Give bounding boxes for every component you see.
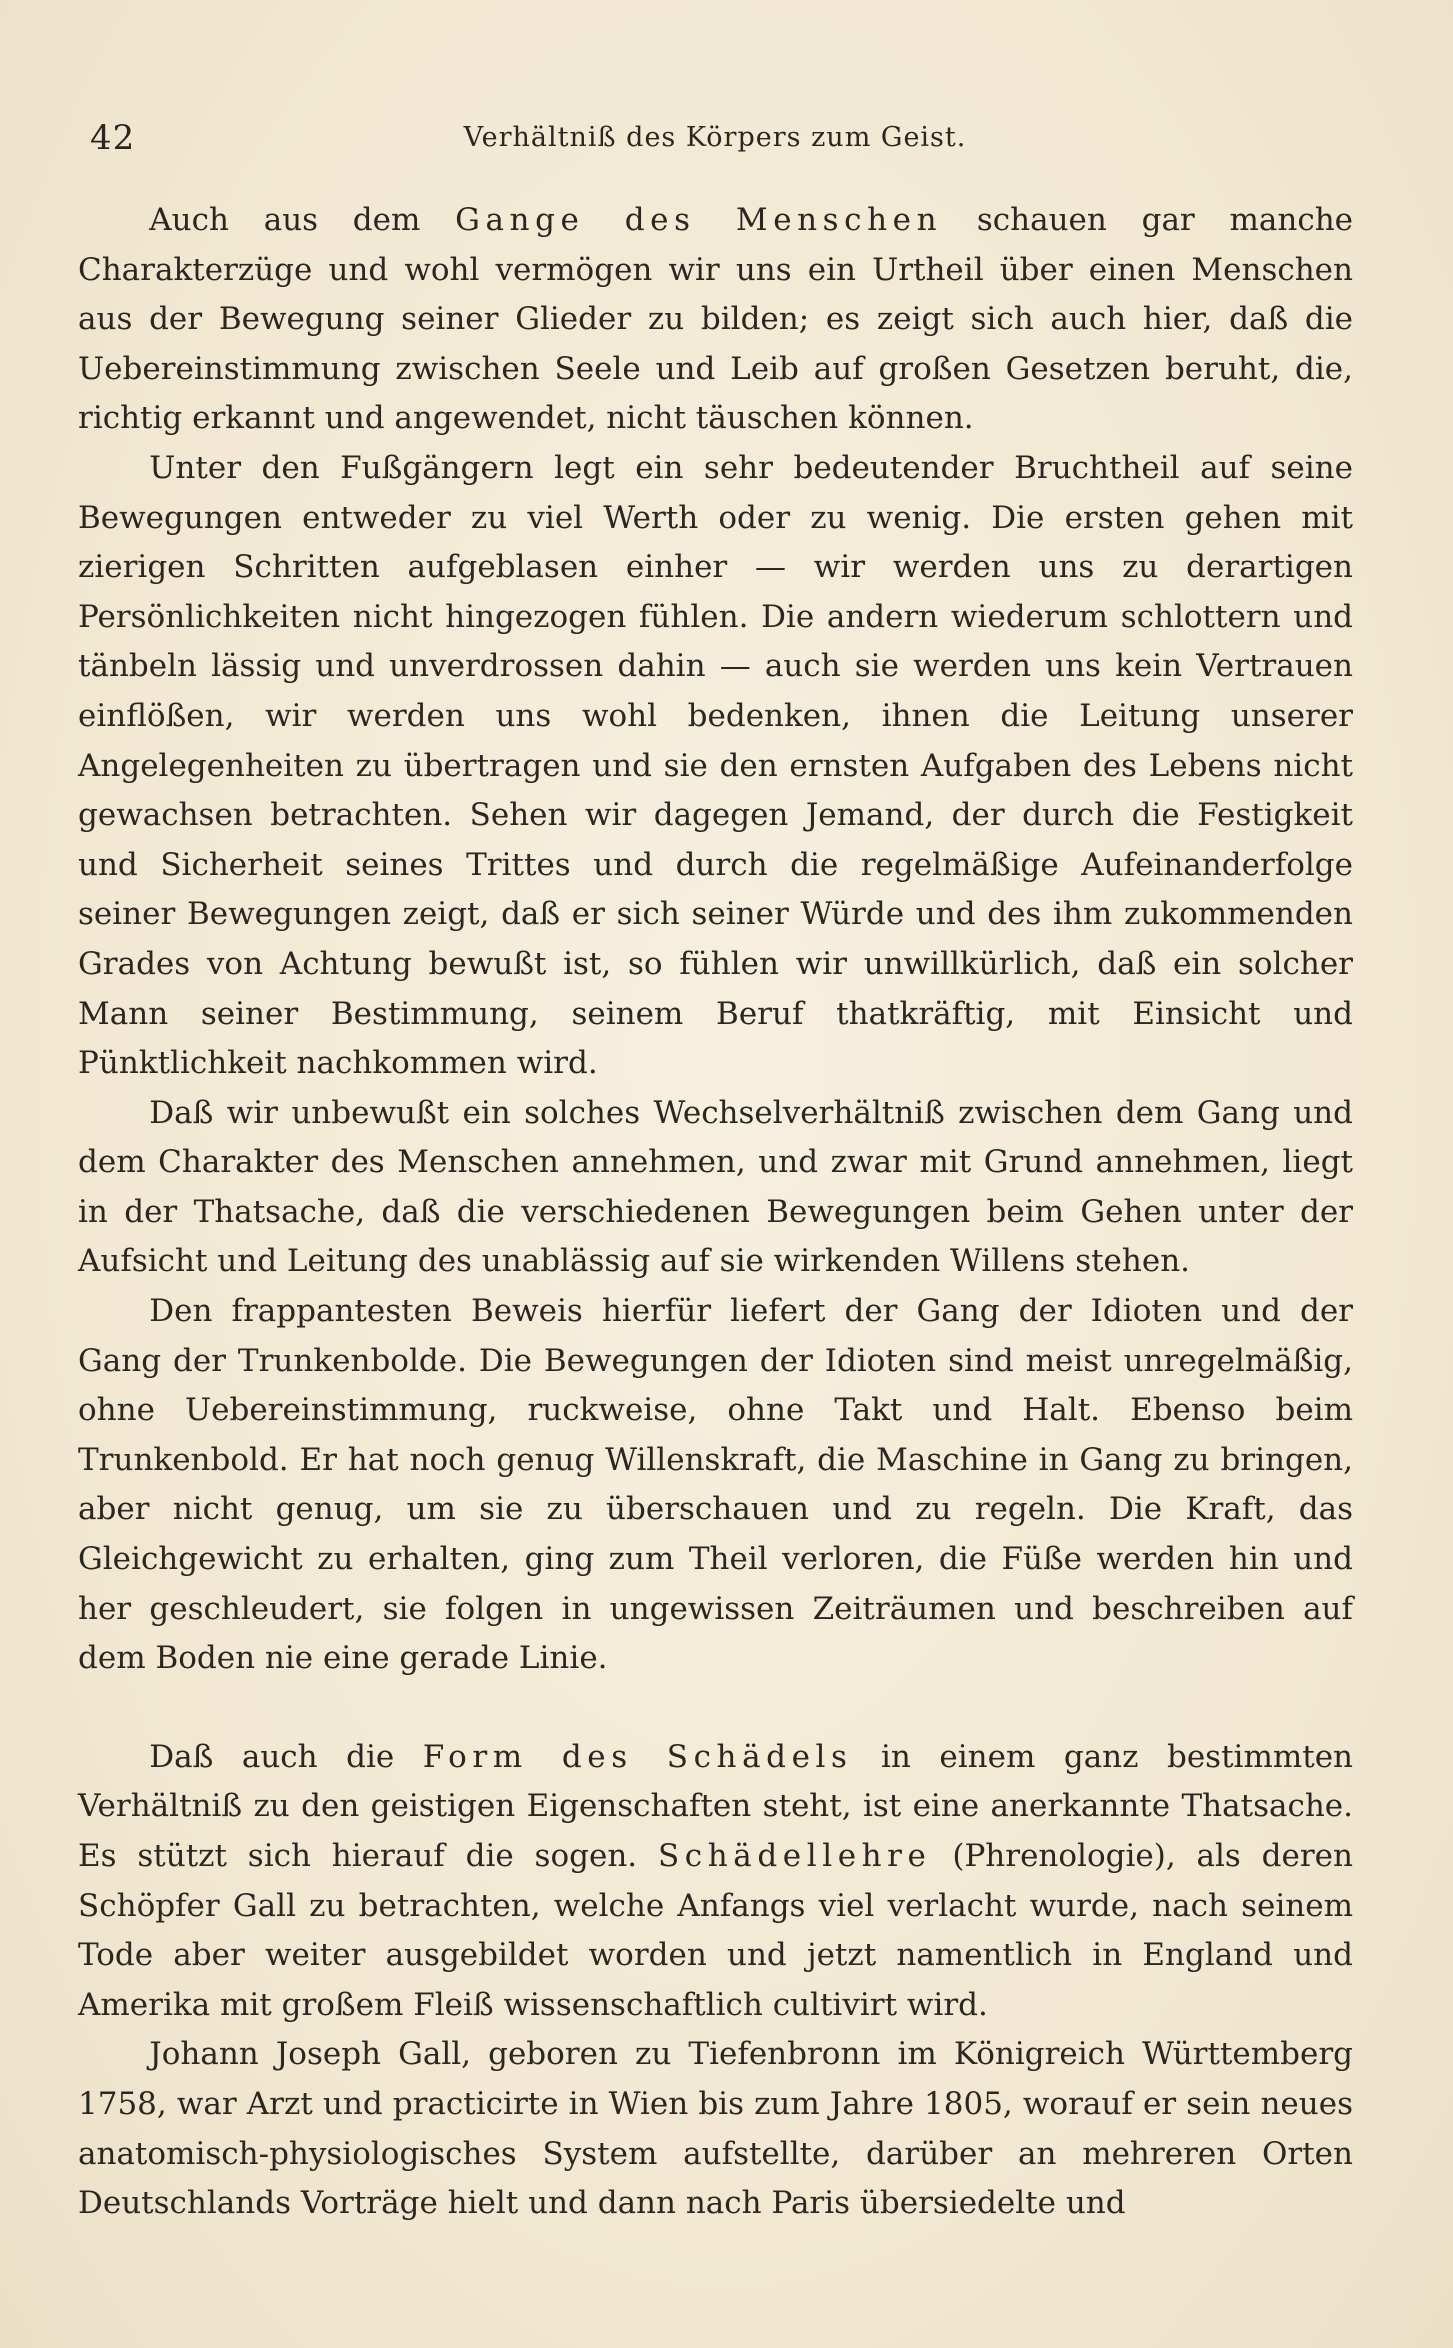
paragraph-pedestrians: Unter den Fußgängern legt ein sehr bedeutender Bruchtheil auf seine Bewegungen entweder zu viel Werth oder zu wenig. Die ersten gehen mit zierigen Schritten aufgeblasen einher — wir werden uns zu derartigen Persönlichkeiten nicht hingezogen fühlen. Die andern wiederum schlottern und tänbeln lässig und unverdrossen dahin — auch sie werden uns kein Vertrauen einflößen, wir werden uns wohl bedenken, ihnen die Leitung unserer Angelegenheiten zu übertragen und sie den ernsten Aufgaben des Lebens nicht gewachsen betrachten. Sehen wir dagegen Jemand, der durch die Festigkeit und Sicherheit seines Trittes und durch die regelmäßige Aufeinanderfolge seiner Bewegungen zeigt, daß er sich seiner Würde und des ihm zukommenden Grades von Achtung bewußt ist, so fühlen wir unwillkürlich, daß ein solcher Mann seiner Bestimmung, seinem Beruf thatkräftig, mit Einsicht und Pünktlichkeit nachkommen wird.: [78, 449, 1353, 1082]
running-title: Verhältniß des Körpers zum Geist.: [463, 122, 967, 153]
emphasis-skull-form: Form des Schädels: [422, 1738, 853, 1775]
emphasis-phrenology: Schädellehre: [657, 1838, 932, 1874]
paragraph-gait-intro: [78, 196, 1353, 444]
emphasis-gait: Gange des Menschen: [455, 202, 943, 238]
paragraph-correlation: Daß wir unbewußt ein solches Wechselverhältniß zwischen dem Gang und dem Charakter des Menschen annehmen, und zwar mit Grund annehmen, liegt in der Thatsache, daß die verschiedenen Bewegungen beim Gehen unter der Aufsicht und Leitung des unablässig auf sie wirkenden Willens stehen.: [78, 1094, 1353, 1280]
paragraph-idiots-drunkards: Den frappantesten Beweis hierfür liefert der Gang der Idioten und der Gang der Trunkenbolde. Die Bewegungen der Idioten sind meist unregelmäßig, ohne Uebereinstimmung, ruckweise, ohne Takt und Halt. Ebenso beim Trunkenbold. Er hat noch genug Willenskraft, die Maschine in Gang zu bringen, aber nicht genug, um sie zu überschauen und zu regeln. Die Kraft, das Gleichgewicht zu erhalten, ging zum Theil verloren, die Füße werden hin und her geschleudert, sie folgen in ungewissen Zeiträumen und beschreiben auf dem Boden nie eine gerade Linie.: [78, 1293, 1353, 1677]
paragraph-text: schauen gar manche Charakterzüge und wohl vermögen wir uns ein Urtheil über einen Menschen aus der Bewegung seiner Glieder zu bilden; es zeigt sich auch hier, daß die Uebereinstimmung zwischen Seele und Leib auf großen Gesetzen beruht, die, richtig erkannt und angewendet, nicht täuschen können.: [78, 202, 1353, 437]
paragraph-tail: (Phrenologie), als deren Schöpfer Gall zu betrachten, welche Anfangs viel verlacht wurde, nach seinem Tode aber weiter ausgebildet worden und jetzt namentlich in England und Amerika mit großem Fleiß wissenschaftlich cultivirt wird.: [78, 1838, 1353, 2023]
page-header: [90, 118, 1340, 168]
body-text: [78, 196, 1353, 2229]
paragraph-lead: Daß auch die: [149, 1738, 423, 1775]
paragraph-skull-form: [78, 1733, 1353, 2031]
paragraph-lead: Auch aus dem: [149, 202, 456, 238]
paragraph-gall-biography: Johann Joseph Gall, geboren zu Tiefenbronn im Königreich Württemberg 1758, war Arzt und practicirte in Wien bis zum Jahre 1805, worauf er sein neues anatomisch-physiologisches System aufstellte, darüber an mehreren Orten Deutschlands Vorträge hielt und dann nach Paris übersiedelte und: [78, 2036, 1353, 2222]
page-number: 42: [90, 118, 136, 158]
paragraph-text: in einem ganz bestimmten Verhältniß zu den geistigen Eigenschaften steht, ist eine anerkannte Thatsache. Es stützt sich hierauf die sogen.: [78, 1738, 1354, 1874]
